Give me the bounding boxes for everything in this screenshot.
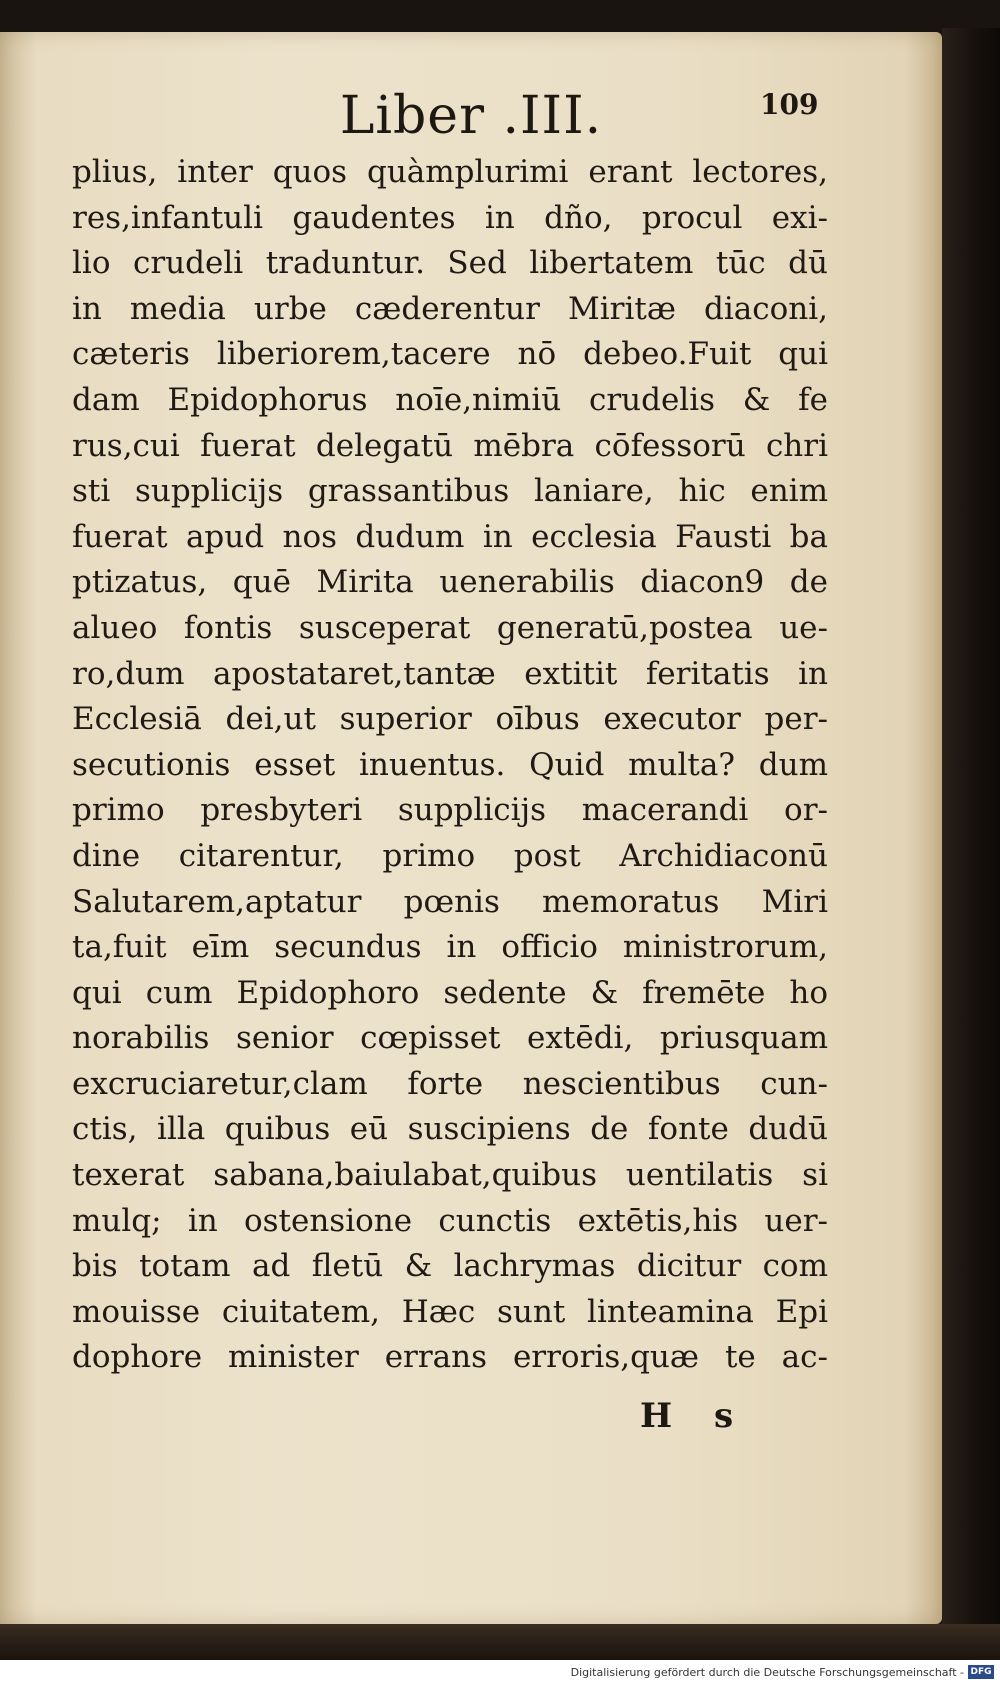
text-line: Ecclesiā dei,ut superior oībus executor per- — [72, 701, 828, 738]
text-line: secutionis esset inuentus. Quid multa? dum — [72, 746, 828, 783]
text-line: qui cum Epidophoro sedente & fremēte ho — [72, 974, 828, 1011]
text-line: ptizatus, quē Mirita uenerabilis diacon9 de — [72, 564, 828, 601]
text-line: in media urbe cæderentur Miritæ diaconi, — [72, 290, 828, 327]
book-edge-bottom — [0, 1624, 1000, 1660]
running-head: Liber .III. — [339, 86, 603, 146]
signature-mark: H s — [640, 1396, 734, 1436]
text-line: texerat sabana,baiulabat,quibus uentilatis si — [72, 1157, 828, 1194]
folio-number: 109 — [760, 88, 819, 121]
text-line: rus,cui fuerat delegatū mēbra cōfessorū chri — [72, 427, 828, 464]
digitization-credit: Digitalisierung gefördert durch die Deutsche Forschungsgemeinschaft - — [570, 1666, 964, 1679]
text-line: mulq; in ostensione cunctis extētis,his uer- — [72, 1202, 828, 1239]
text-line: excruciaretur,clam forte nescientibus cun- — [72, 1065, 828, 1102]
text-line: primo presbyteri supplicijs macerandi or- — [72, 792, 828, 829]
text-line: plius, inter quos quàmplurimi erant lectores, — [72, 154, 828, 190]
text-line: ctis, illa quibus eū suscipiens de fonte dudū — [72, 1111, 828, 1148]
text-line: fuerat apud nos dudum in ecclesia Fausti ba — [72, 518, 828, 555]
text-line: ta,fuit eīm secundus in officio ministrorum, — [72, 929, 828, 966]
body-text — [72, 150, 828, 1381]
text-line: dine citarentur, primo post Archidiaconū — [72, 837, 828, 874]
text-line: ro,dum apostataret,tantæ extitit feritatis in — [72, 655, 828, 692]
text-line: lio crudeli traduntur. Sed libertatem tūc dū — [72, 245, 828, 282]
text-line: res,infantuli gaudentes in dño, procul exi- — [72, 199, 828, 236]
text-line: bis totam ad fletū & lachrymas dicitur com — [72, 1248, 828, 1285]
text-line: mouisse ciuitatem, Hæc sunt linteamina Epi — [72, 1293, 828, 1330]
dfg-logo: DFG — [968, 1665, 994, 1679]
text-line: norabilis senior cœpisset extēdi, priusquam — [72, 1020, 828, 1057]
text-line: alueo fontis susceperat generatū,postea ue- — [72, 609, 828, 646]
text-line: dophore minister errans erroris,quæ te ac- — [72, 1339, 828, 1376]
text-line: dam Epidophorus noīe,nimiū crudelis & fe — [72, 381, 828, 418]
text-line: sti supplicijs grassantibus laniare, hic enim — [72, 473, 828, 510]
book-edge-right — [942, 28, 1000, 1640]
text-line: cæteris liberiorem,tacere nō debeo.Fuit qui — [72, 336, 828, 373]
text-line: Salutarem,aptatur pœnis memoratus Miri — [72, 883, 828, 920]
